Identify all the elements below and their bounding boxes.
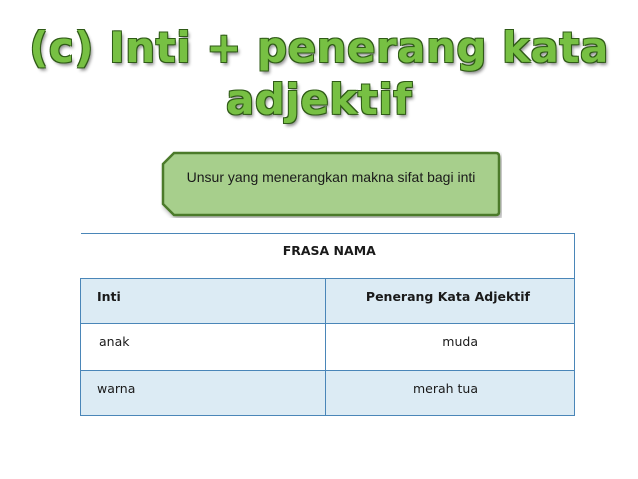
phrase-table: [80, 233, 575, 416]
table-row: [81, 371, 575, 416]
phrase-table-grid: [80, 233, 575, 416]
slide-title-line-1: (c) Inti + penerang kata: [29, 23, 609, 72]
table-header-text: FRASA NAMA: [282, 243, 376, 258]
table-cell: [326, 371, 575, 416]
table-header-row: [81, 234, 575, 279]
callout-text: Unsur yang menerangkan makna sifat bagi inti: [186, 169, 476, 185]
slide-title-line-2: adjektif: [226, 75, 412, 124]
column-header-cell: [81, 279, 326, 324]
table-row: [81, 324, 575, 371]
table-cell: [81, 371, 326, 416]
column-header-inti: Inti: [97, 289, 121, 304]
definition-callout: [160, 150, 502, 218]
cell-inti-value: anak: [99, 334, 130, 349]
table-header-cell: [81, 234, 575, 279]
table-cell: [326, 324, 575, 371]
cell-penerang-value: merah tua: [412, 381, 478, 396]
slide-title: [0, 22, 638, 126]
column-header-cell: [326, 279, 575, 324]
cell-penerang-value: muda: [442, 334, 478, 349]
cell-inti-value: warna: [97, 381, 136, 396]
column-header-penerang: Penerang Kata Adjektif: [365, 289, 530, 304]
table-column-header-row: [81, 279, 575, 324]
table-cell: [81, 324, 326, 371]
